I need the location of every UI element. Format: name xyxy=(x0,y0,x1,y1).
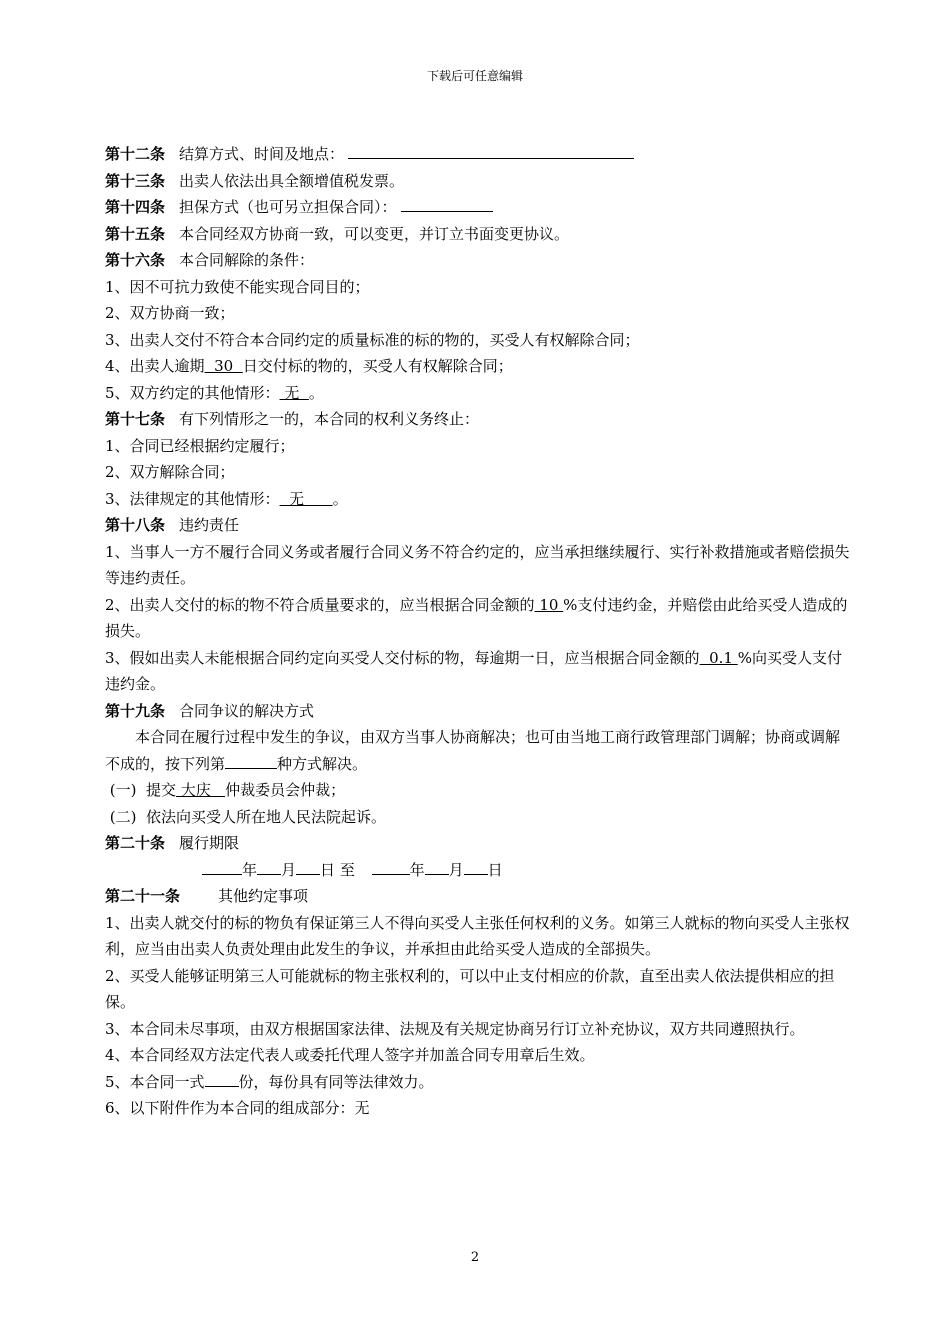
article-text: 本合同经双方协商一致，可以变更，并订立书面变更协议。 xyxy=(179,224,570,243)
article-18 xyxy=(105,512,850,539)
month-label: 月 xyxy=(281,860,297,879)
start-month-blank xyxy=(257,859,281,875)
article-text: 担保方式（也可另立担保合同）： xyxy=(179,198,397,216)
arbitration-city-value: 大庆 xyxy=(176,781,226,799)
article-19 xyxy=(105,698,850,725)
article-text: 履行期限 xyxy=(179,834,240,852)
item-text: 份，每份具有同等法律效力。 xyxy=(238,1072,434,1091)
year-label: 年 xyxy=(242,860,258,879)
article-text: 合同争议的解决方式 xyxy=(179,701,315,720)
option-2: (二) 依法向买受人所在地人民法院起诉。 xyxy=(105,807,387,826)
page-number: 2 xyxy=(470,1250,480,1265)
list-item xyxy=(105,1069,850,1096)
list-item xyxy=(105,592,850,645)
article-label: 第十九条 xyxy=(105,701,166,720)
list-item: 3、出卖人交付不符合本合同约定的质量标准的标的物的，买受人有权解除合同； xyxy=(105,330,640,349)
daily-penalty-value: 0.1 xyxy=(699,648,738,667)
settlement-blank xyxy=(348,143,634,159)
list-item xyxy=(105,380,850,407)
performance-period xyxy=(105,857,850,884)
item-text: 3、法律规定的其他情形： xyxy=(105,489,280,508)
end-year-blank xyxy=(372,859,410,875)
article-text: 违约责任 xyxy=(179,516,240,534)
article-label: 第二十条 xyxy=(105,834,166,852)
end-month-blank xyxy=(425,859,449,875)
article-21 xyxy=(105,883,850,910)
item-text: 4、出卖人逾期 xyxy=(105,357,205,375)
article-20 xyxy=(105,830,850,857)
option-text: (一) 提交 xyxy=(105,781,177,799)
article-17 xyxy=(105,406,850,433)
method-number-blank xyxy=(225,753,277,769)
list-item: 6、以下附件作为本合同的组成部分：无 xyxy=(105,1099,370,1117)
item-text: 。 xyxy=(308,383,324,402)
article-label: 第十二条 xyxy=(105,145,166,163)
list-item: 2、买受人能够证明第三人可能就标的物主张权利的，可以中止支付相应的价款，直至出卖人依法提供相应的担保。 xyxy=(105,966,835,1011)
item-text: 5、双方约定的其他情形： xyxy=(105,383,280,402)
article-16 xyxy=(105,247,850,274)
item-text: %支付违约金，并赔偿由此给买受人造成的损失。 xyxy=(105,595,848,640)
article-12 xyxy=(105,141,850,168)
article-label: 第十四条 xyxy=(105,198,166,216)
contract-body xyxy=(105,141,850,1122)
overdue-days-value: 30 xyxy=(204,357,243,375)
item-text: 。 xyxy=(332,489,348,508)
article-15 xyxy=(105,221,850,248)
article-label: 第十五条 xyxy=(105,224,166,243)
article-text: 结算方式、时间及地点： xyxy=(179,145,345,163)
start-day-blank xyxy=(296,859,320,875)
article-text: 出卖人依法出具全额增值税发票。 xyxy=(179,171,405,190)
paragraph-text: 本合同在履行过程中发生的争议，由双方当事人协商解决；也可由当地工商行政管理部门调解；协商或调解不成的，按下列第 xyxy=(105,728,841,773)
day-label: 日 xyxy=(320,860,336,879)
list-item: 3、本合同未尽事项，由双方根据国家法律、法规及有关规定协商另行订立补充协议，双方共同遵照执行。 xyxy=(105,1019,805,1038)
list-item: 1、因不可抗力致使不能实现合同目的； xyxy=(105,277,370,296)
article-14 xyxy=(105,194,850,221)
guarantee-blank xyxy=(401,196,493,212)
article-13 xyxy=(105,168,850,195)
item-text: 5、本合同一式 xyxy=(105,1072,205,1091)
header-note: 下载后可任意编辑 xyxy=(426,69,523,83)
legal-terms-value: 无 xyxy=(279,489,333,508)
copies-blank xyxy=(205,1071,239,1087)
day-label: 日 xyxy=(487,860,503,879)
other-terms-value: 无 xyxy=(279,383,309,402)
item-text: 3、假如出卖人未能根据合同约定向买受人交付标的物，每逾期一日，应当根据合同金额的 xyxy=(105,648,700,667)
option-1 xyxy=(105,777,850,804)
list-item xyxy=(105,353,850,380)
year-label: 年 xyxy=(409,860,425,879)
list-item xyxy=(105,645,850,698)
list-item: 2、双方协商一致； xyxy=(105,304,235,322)
article-text: 其他约定事项 xyxy=(218,887,309,905)
dispute-paragraph xyxy=(105,724,850,777)
article-label: 第十六条 xyxy=(105,251,166,269)
list-item: 2、双方解除合同； xyxy=(105,463,235,481)
penalty-percent-value: 10 xyxy=(534,595,564,614)
paragraph-text: 种方式解决。 xyxy=(277,754,368,773)
item-text: 2、出卖人交付的标的物不符合质量要求的，应当根据合同金额的 xyxy=(105,595,535,614)
article-text: 本合同解除的条件： xyxy=(179,251,315,269)
to-label: 至 xyxy=(335,860,360,879)
article-label: 第十七条 xyxy=(105,410,166,428)
item-text: 日交付标的物的，买受人有权解除合同； xyxy=(242,357,513,375)
option-text: 仲裁委员会仲裁； xyxy=(225,781,346,799)
start-year-blank xyxy=(202,859,242,875)
list-item xyxy=(105,486,850,513)
article-label: 第十三条 xyxy=(105,171,166,190)
article-label: 第十八条 xyxy=(105,516,166,534)
article-text: 有下列情形之一的，本合同的权利义务终止： xyxy=(179,410,480,428)
list-item: 4、本合同经双方法定代表人或委托代理人签字并加盖合同专用章后生效。 xyxy=(105,1046,595,1064)
list-item: 1、合同已经根据约定履行； xyxy=(105,436,295,455)
item-text: %向买受人支付违约金。 xyxy=(105,648,842,693)
end-day-blank xyxy=(464,859,488,875)
list-item: 1、当事人一方不履行合同义务或者履行合同义务不符合约定的，应当承担继续履行、实行补救措施或者赔偿损失等违约责任。 xyxy=(105,542,850,587)
article-label: 第二十一条 xyxy=(105,887,181,905)
month-label: 月 xyxy=(448,860,464,879)
list-item: 1、出卖人就交付的标的物负有保证第三人不得向买受人主张任何权利的义务。如第三人就标的物向买受人主张权利，应当由出卖人负责处理由此发生的争议，并承担由此给买受人造成的全部损失。 xyxy=(105,913,850,958)
